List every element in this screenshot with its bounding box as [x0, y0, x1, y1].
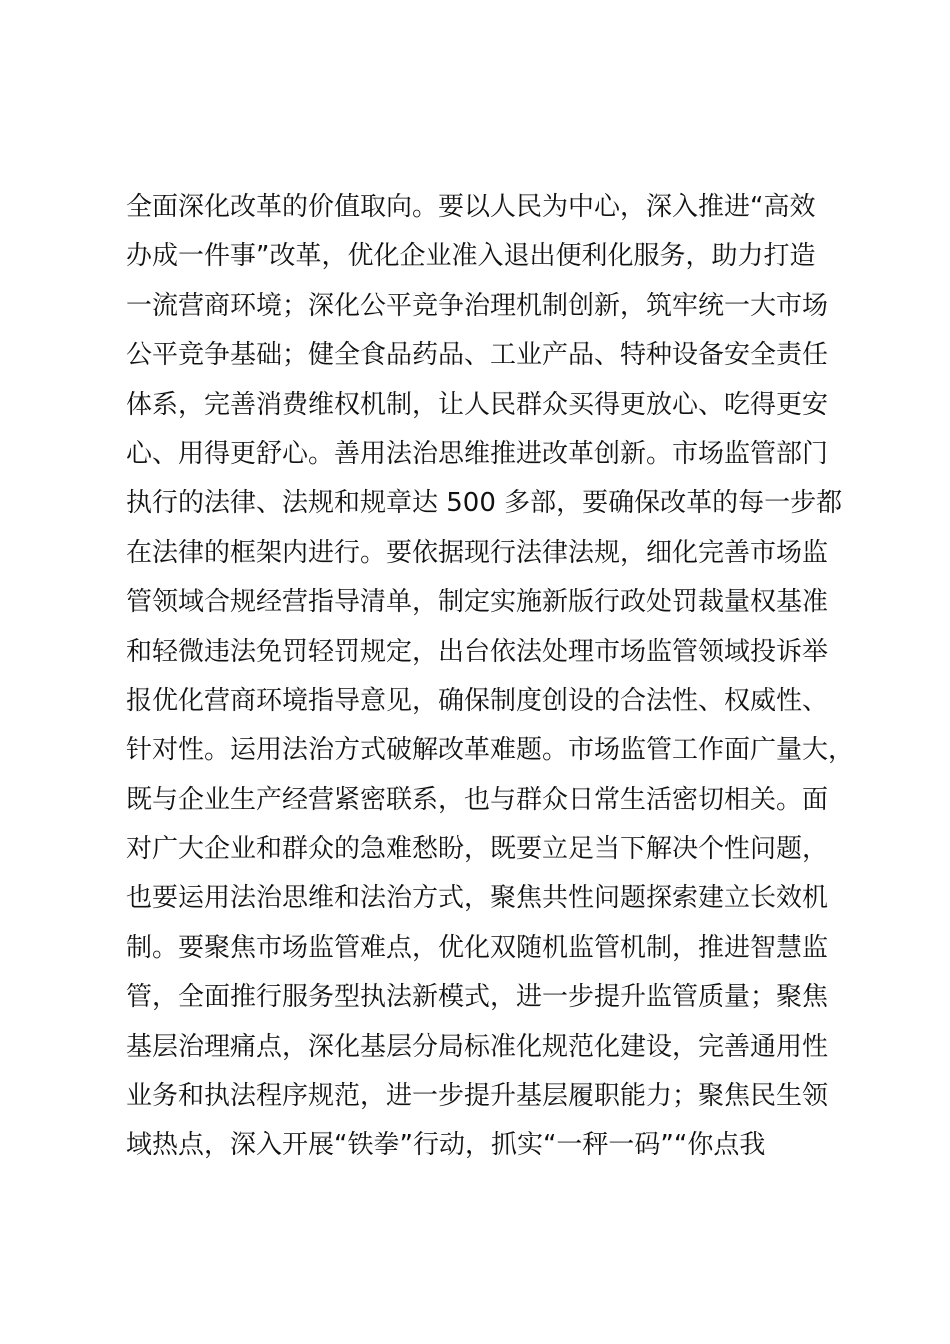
text-line: 在法律的框架内进行。要依据现行法律法规，细化完善市场监	[126, 537, 829, 568]
text-line: 全面深化改革的价值取向。要以人民为中心，深入推进“高效	[126, 192, 816, 222]
text-line: 办成一件事”改革，优化企业准入退出便利化服务，助力打造	[126, 241, 816, 272]
text-line: 域热点，深入开展“铁拳”行动，抓实“一秤一码”“你点我	[126, 1130, 766, 1161]
text-line: 对广大企业和群众的急难愁盼，既要立足当下解决个性问题，	[126, 834, 829, 865]
text-line: 公平竞争基础；健全食品药品、工业产品、特种设备安全责任	[126, 340, 829, 371]
text-line: 针对性。运用法治方式破解改革难题。市场监管工作面广量大，	[126, 735, 855, 766]
text-line: 也要运用法治思维和法治方式，聚焦共性问题探索建立长效机	[126, 883, 829, 914]
text-line: 和轻微违法免罚轻罚规定，出台依法处理市场监管领域投诉举	[126, 636, 829, 667]
text-line: 一流营商环境；深化公平竞争治理机制创新，筑牢统一大市场	[126, 290, 829, 321]
text-line: 既与企业生产经营紧密联系，也与群众日常生活密切相关。面	[126, 784, 829, 815]
text-line: 体系，完善消费维权机制，让人民群众买得更放心、吃得更安	[126, 389, 829, 420]
text-line: 报优化营商环境指导意见，确保制度创设的合法性、权威性、	[126, 685, 829, 716]
text-line: 制。要聚焦市场监管难点，优化双随机监管机制，推进智慧监	[126, 932, 829, 963]
text-line: 管，全面推行服务型执法新模式，进一步提升监管质量；聚焦	[126, 982, 829, 1013]
text-line: 心、用得更舒心。善用法治思维推进改革创新。市场监管部门	[126, 438, 829, 469]
text-line: 管领域合规经营指导清单，制定实施新版行政处罚裁量权基准	[126, 587, 829, 618]
body-paragraph	[126, 183, 866, 1171]
text-line: 基层治理痛点，深化基层分局标准化规范化建设，完善通用性	[126, 1031, 829, 1062]
text-line: 业务和执法程序规范，进一步提升基层履职能力；聚焦民生领	[126, 1081, 829, 1112]
text-line: 执行的法律、法规和规章达 500 多部，要确保改革的每一步都	[126, 488, 843, 519]
